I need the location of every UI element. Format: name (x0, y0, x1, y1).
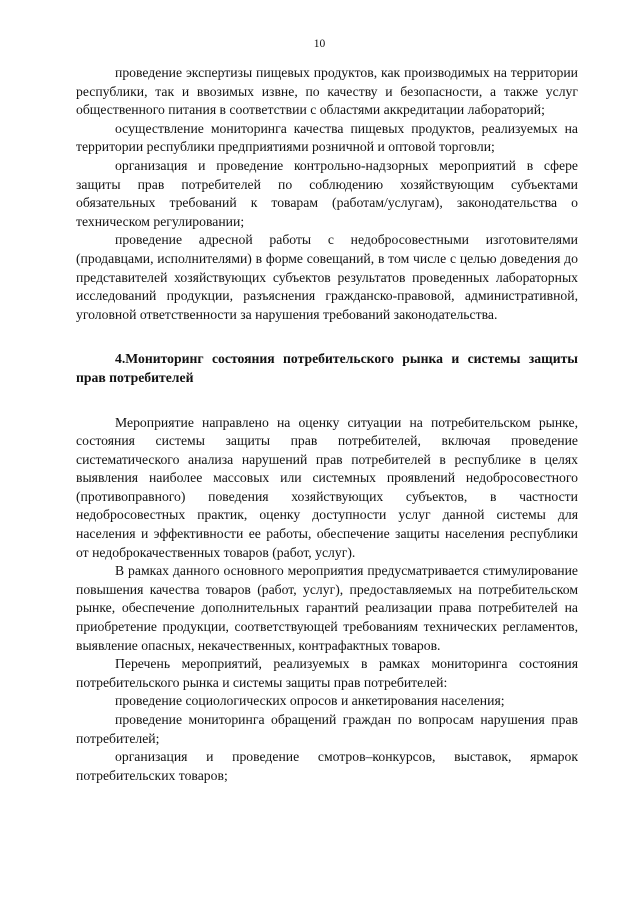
paragraph-quality-stimulation: В рамках данного основного мероприятия предусматривается стимулирование повышения качества товаров (работ, услуг), предоставляемых на потребительском рынке, обеспечение дополнительных гарантий реализации права потребителей на приобретение продукции, соответствующей требованиям технических регламентов, выявление опасных, некачественных, контрафактных товаров. (76, 563, 578, 653)
list-item-complaints-monitoring: проведение мониторинга обращений граждан по вопросам нарушения прав потребителей; (76, 712, 578, 746)
paragraph-targeted-work: проведение адресной работы с недобросовестными изготовителями (продавцами, исполнителями) в форме совещаний, в том числе с целью доведения до представителей хозяйствующих субъектов результатов проведенных лабораторных исследований продукции, разъяснения гражданско-правовой, административной, уголовной ответственности за нарушения требований законодательства. (76, 232, 578, 322)
page-number: 10 (313, 38, 326, 50)
paragraph-control-measures: организация и проведение контрольно-надзорных мероприятий в сфере защиты прав потребителей по соблюдению хозяйствующим субъектами обязательных требований к товарам (работам/услугам), законодательства о техническом регулировании; (76, 157, 578, 229)
paragraph-lab-expertise: проведение экспертизы пищевых продуктов, как производимых на территории республики, так и ввозимых извне, по качеству и безопасности, а также услуг общественного питания в соответствии с областями аккредитации лабораторий; (76, 65, 578, 118)
list-item-surveys: проведение социологических опросов и анкетирования населения; (115, 693, 505, 709)
paragraph-measures-list-intro: Перечень мероприятий, реализуемых в рамках мониторинга состояния потребительского рынка и системы защиты прав потребителей: (76, 656, 578, 690)
section-heading: 4.Мониторинг состояния потребительского рынка и системы защиты прав потребителей (76, 351, 578, 385)
paragraph-measure-purpose: Мероприятие направлено на оценку ситуации на потребительском рынке, состояния системы защиты прав потребителей, включая проведение систематического анализа нарушений прав потребителей в республике в целях выявления наиболее массовых или системных проявлений недобросовестного (противоправного) поведения хозяйствующих субъектов, в частности недобросовестных практик, оценку доступности услуг данной системы для населения и эффективности ее работы, обеспечение защиты населения республики от недоброкачественных товаров (работ, услуг). (76, 414, 578, 560)
paragraph-quality-monitoring: осуществление мониторинга качества пищевых продуктов, реализуемых на территории республики предприятиями розничной и оптовой торговли; (76, 120, 578, 155)
list-item-exhibitions: организация и проведение смотров–конкурсов, выставок, ярмарок потребительских товаров; (76, 749, 578, 783)
document-body (76, 64, 578, 785)
